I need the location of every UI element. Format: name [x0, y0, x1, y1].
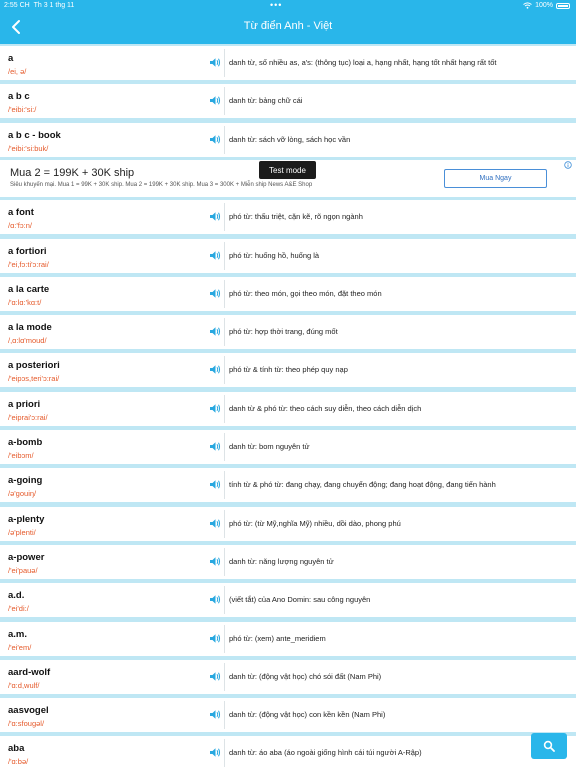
entry-pronunciation: /'eibi:'si:buk/	[8, 144, 49, 153]
entry-meaning: phó từ: huống hồ, huống là	[229, 251, 320, 260]
entry-word: a priori	[8, 399, 41, 410]
column-divider	[224, 586, 225, 614]
column-divider	[224, 510, 225, 538]
ad-headline: Mua 2 = 199K + 30K ship	[10, 167, 135, 179]
entry-meaning: phó từ: (xem) ante_meridiem	[229, 634, 326, 643]
list-item[interactable]	[0, 545, 576, 579]
column-divider	[224, 356, 225, 384]
entry-pronunciation: /'eibɔm/	[8, 451, 34, 460]
entry-pronunciation: /'eibi:'si:/	[8, 105, 37, 114]
speaker-icon[interactable]	[209, 671, 221, 682]
entry-word: a-going	[8, 475, 43, 486]
entry-word: a b c	[8, 91, 30, 102]
column-divider	[224, 318, 225, 346]
list-item[interactable]	[0, 84, 576, 118]
list-item[interactable]	[0, 698, 576, 732]
entry-word: aba	[8, 743, 25, 754]
column-divider	[224, 242, 225, 270]
list-item[interactable]	[0, 277, 576, 311]
speaker-icon[interactable]	[209, 57, 221, 68]
column-divider	[224, 126, 225, 154]
entry-pronunciation: /ei, ə/	[8, 67, 27, 76]
entry-word: a.m.	[8, 629, 28, 640]
entry-pronunciation: /'ei,fɔ:ti'ɔ:rai/	[8, 260, 49, 269]
list-item[interactable]	[0, 468, 576, 502]
speaker-icon[interactable]	[209, 594, 221, 605]
list-item[interactable]	[0, 123, 576, 157]
column-divider	[224, 203, 225, 231]
speaker-icon[interactable]	[209, 403, 221, 414]
column-divider	[224, 701, 225, 729]
battery-icon	[556, 3, 570, 9]
column-divider	[224, 49, 225, 77]
entry-pronunciation: /ɑ:'fɔ:n/	[8, 221, 32, 230]
entry-meaning: phó từ: (từ Mỹ,nghĩa Mỹ) nhiều, dồi dào, phong phú	[229, 519, 401, 528]
column-divider	[224, 739, 225, 767]
list-item[interactable]	[0, 507, 576, 541]
entry-pronunciation: /'ɑ:sfougəl/	[8, 719, 45, 728]
column-divider	[224, 280, 225, 308]
entry-pronunciation: /'eipɔs,teri'ɔ:rai/	[8, 374, 60, 383]
entry-word: a la carte	[8, 284, 50, 295]
list-item[interactable]	[0, 353, 576, 387]
entry-word: a fortiori	[8, 246, 47, 257]
speaker-icon[interactable]	[209, 95, 221, 106]
entry-meaning: phó từ & tính từ: theo phép quy nạp	[229, 365, 348, 374]
entry-word: aard-wolf	[8, 667, 51, 678]
entry-word: a b c - book	[8, 130, 61, 141]
search-button[interactable]	[531, 733, 567, 759]
page-title: Từ điển Anh - Việt	[243, 20, 333, 32]
entry-pronunciation: /'ei'di:/	[8, 604, 29, 613]
entry-pronunciation: /'eiprai'ɔ:rai/	[8, 413, 48, 422]
entry-word: aasvogel	[8, 705, 49, 716]
entry-word: a-power	[8, 552, 45, 563]
list-item[interactable]	[0, 430, 576, 464]
entry-meaning: tính từ & phó từ: đang chạy, đang chuyển động; đang hoạt động, đang tiến hành	[229, 480, 496, 489]
status-bar	[0, 0, 576, 12]
entry-pronunciation: /'ei'em/	[8, 643, 32, 652]
entry-word: a-plenty	[8, 514, 45, 525]
entry-pronunciation: /ə'plenti/	[8, 528, 36, 537]
speaker-icon[interactable]	[209, 211, 221, 222]
entry-meaning: danh từ: áo aba (áo ngoài giống hình cái túi người A-Rập)	[229, 748, 422, 757]
entry-meaning: danh từ: năng lượng nguyên tử	[229, 557, 334, 566]
multitasking-dots[interactable]: •••	[270, 0, 283, 10]
entry-pronunciation: /'ei'pauə/	[8, 566, 38, 575]
entry-meaning: danh từ: bảng chữ cái	[229, 96, 303, 105]
list-item[interactable]	[0, 200, 576, 234]
list-item[interactable]	[0, 622, 576, 656]
entry-meaning: phó từ: hợp thời trang, đúng mốt	[229, 327, 338, 336]
entry-meaning: phó từ: theo món, gọi theo món, đặt theo món	[229, 289, 382, 298]
column-divider	[224, 548, 225, 576]
speaker-icon[interactable]	[209, 326, 221, 337]
search-icon	[543, 740, 555, 752]
ad-description: Siêu khuyến mại. Mua 1 = 99K + 30K ship. Mua 2 = 199K + 30K ship. Mua 3 = 300K + Miễn ship News A&E Shop	[10, 182, 313, 188]
entry-pronunciation: /ə'gouiŋ/	[8, 489, 37, 498]
entry-word: a font	[8, 207, 34, 218]
list-item[interactable]	[0, 239, 576, 273]
entry-meaning: danh từ & phó từ: theo cách suy diễn, theo cách diễn dịch	[229, 404, 422, 413]
wifi-icon	[523, 2, 532, 9]
list-item[interactable]	[0, 736, 576, 770]
speaker-icon[interactable]	[209, 518, 221, 529]
entry-pronunciation: /'ɑ:d,wulf/	[8, 681, 40, 690]
entry-meaning: danh từ: (động vật học) con kền kền (Nam Phi)	[229, 710, 386, 719]
speaker-icon[interactable]	[209, 364, 221, 375]
speaker-icon[interactable]	[209, 479, 221, 490]
adchoices-icon[interactable]	[564, 161, 572, 169]
speaker-icon[interactable]	[209, 709, 221, 720]
ad-cta-button[interactable]: Mua Ngay	[444, 169, 547, 188]
list-item[interactable]	[0, 660, 576, 694]
list-item[interactable]	[0, 46, 576, 80]
list-item[interactable]	[0, 392, 576, 426]
entry-word: a posteriori	[8, 360, 60, 371]
entry-pronunciation: /'ɑ:bə/	[8, 757, 29, 766]
navigation-bar	[0, 12, 576, 44]
list-item[interactable]	[0, 315, 576, 349]
speaker-icon[interactable]	[209, 441, 221, 452]
status-date: Th 3 1 thg 11	[33, 2, 75, 9]
entry-meaning: phó từ: thấu triệt, cặn kẽ, rõ ngọn ngành	[229, 212, 363, 221]
list-item[interactable]	[0, 583, 576, 617]
test-mode-label: Test mode	[259, 161, 316, 179]
column-divider	[224, 395, 225, 423]
speaker-icon[interactable]	[209, 250, 221, 261]
speaker-icon[interactable]	[209, 134, 221, 145]
speaker-icon[interactable]	[209, 747, 221, 758]
entry-pronunciation: /,ɑ:lɑ'moud/	[8, 336, 47, 345]
entry-meaning: (viết tắt) của Ano Domin: sau công nguyên	[229, 595, 371, 604]
status-time: 2:55 CH Th 3 1 thg 11	[4, 2, 75, 9]
entry-word: a-bomb	[8, 437, 43, 448]
entry-word: a la mode	[8, 322, 52, 333]
column-divider	[224, 471, 225, 499]
entry-pronunciation: /'ɑ:lɑ:'kɑ:t/	[8, 298, 42, 307]
entry-meaning: danh từ: sách vỡ lòng, sách học vần	[229, 135, 351, 144]
speaker-icon[interactable]	[209, 556, 221, 567]
column-divider	[224, 433, 225, 461]
entry-word: a	[8, 53, 14, 64]
speaker-icon[interactable]	[209, 288, 221, 299]
speaker-icon[interactable]	[209, 633, 221, 644]
column-divider	[224, 87, 225, 115]
entry-meaning: danh từ, số nhiều as, a's: (thông tục) loại a, hạng nhất, hạng tốt nhất hạng rất tốt	[229, 58, 497, 67]
column-divider	[224, 663, 225, 691]
entry-meaning: danh từ: bom nguyên tử	[229, 442, 310, 451]
entry-meaning: danh từ: (động vật học) chó sói đất (Nam Phi)	[229, 672, 382, 681]
column-divider	[224, 625, 225, 653]
entry-word: a.d.	[8, 590, 25, 601]
battery-percent: 100%	[535, 2, 553, 9]
